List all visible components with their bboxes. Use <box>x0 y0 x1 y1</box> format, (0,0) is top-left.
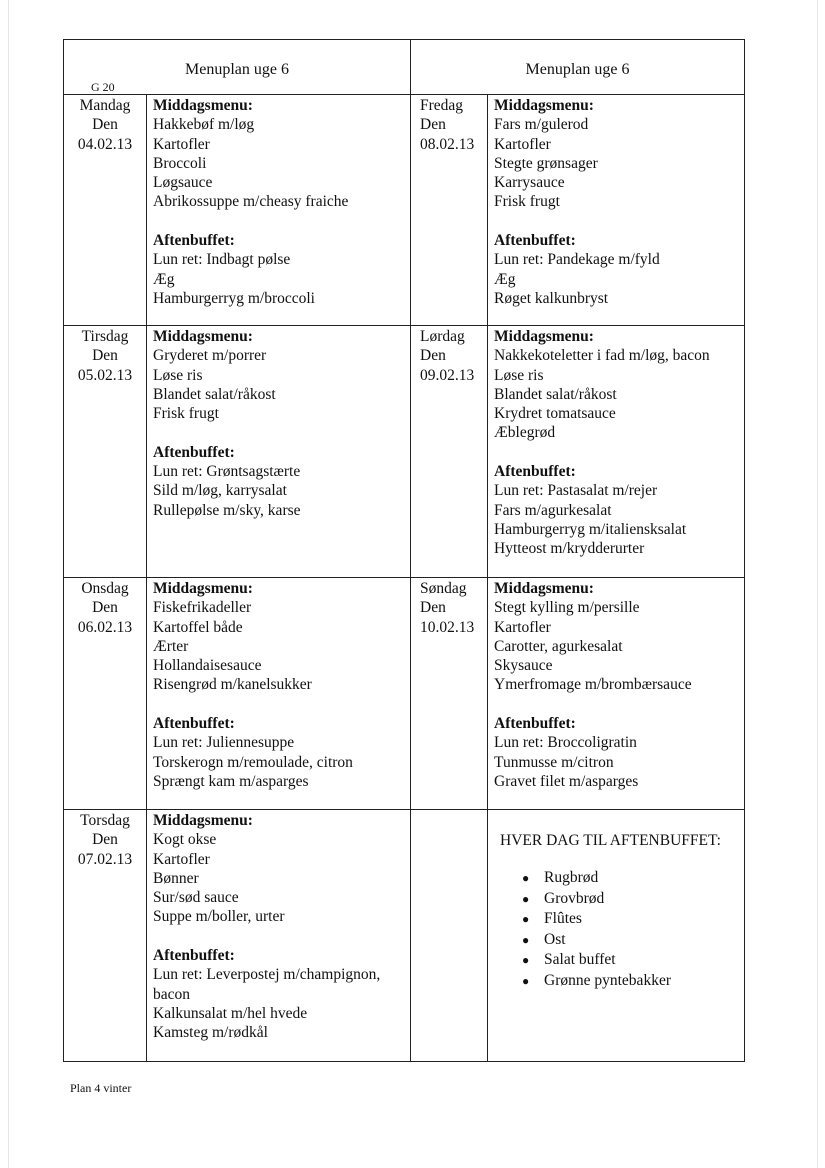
list-item <box>522 971 741 992</box>
empty-day-cell <box>411 810 488 1062</box>
dish-item: Hollandaisesauce <box>153 657 262 675</box>
day-cell-sunday <box>411 578 488 810</box>
dish-item: Ærter <box>153 637 189 655</box>
bullet-icon: ● <box>522 953 530 968</box>
dish-item: Lun ret: Pastasalat m/rejer <box>494 482 658 500</box>
den-label: Den <box>92 831 118 849</box>
dish-item: Løgsauce <box>153 174 213 192</box>
spacer <box>494 695 741 714</box>
bullet-icon: ● <box>522 891 530 906</box>
dish-item: Fars m/agurkesalat <box>494 501 612 519</box>
dish-item: Frisk frugt <box>153 405 219 423</box>
den-label: Den <box>92 599 118 617</box>
menu-row <box>64 578 745 810</box>
dish-item: Rullepølse m/sky, karse <box>153 501 301 519</box>
dish-item: Kartofler <box>153 135 210 153</box>
dish-item: Kartofler <box>494 135 551 153</box>
dish-item: bacon <box>153 985 191 1003</box>
dish-item: Kalkunsalat m/hel hvede <box>153 1004 308 1022</box>
list-item-label: Rugbrød <box>544 869 599 887</box>
day-cell-thursday <box>64 810 147 1062</box>
dish-item: Æg <box>494 270 516 288</box>
day-cell-wednesday <box>64 578 147 810</box>
dish-item: Kartofler <box>494 618 551 636</box>
dish-item: Fiskefrikadeller <box>153 599 252 617</box>
den-label: Den <box>420 116 446 134</box>
dish-item: Hamburgerryg m/italiensksalat <box>494 520 687 538</box>
header-right <box>411 40 745 95</box>
every-day-title: HVER DAG TIL AFTENBUFFET: <box>500 832 721 849</box>
dish-item: Røget kalkunbryst <box>494 289 609 307</box>
menu-row <box>64 95 745 326</box>
weekday-label: Fredag <box>420 97 464 114</box>
list-item <box>522 889 741 910</box>
dish-item: Lun ret: Grøntsagstærte <box>153 463 301 481</box>
every-day-list <box>494 868 741 991</box>
spacer <box>153 423 407 442</box>
footer-note: Plan 4 vinter <box>70 1081 132 1095</box>
page-edge-right <box>817 0 818 1168</box>
dish-item: Sild m/løg, karrysalat <box>153 482 287 500</box>
dish-item: Nakkekoteletter i fad m/løg, bacon <box>494 347 710 365</box>
middagsmenu-heading: Middagsmenu: <box>153 328 253 345</box>
menu-row <box>64 326 745 578</box>
dish-item: Abrikossuppe m/cheasy fraiche <box>153 193 349 211</box>
meals-cell-friday <box>488 95 745 326</box>
dish-item: Kamsteg m/rødkål <box>153 1024 268 1042</box>
bullet-icon: ● <box>522 973 530 988</box>
aftenbuffet-heading: Aftenbuffet: <box>153 947 235 965</box>
dish-item: Suppe m/boller, urter <box>153 908 285 926</box>
dish-item: Hamburgerryg m/broccoli <box>153 289 315 307</box>
list-item-label: Ost <box>544 930 566 948</box>
dish-item: Lun ret: Broccoligratin <box>494 734 637 752</box>
menu-title-right: Menuplan uge 6 <box>525 61 630 78</box>
dish-item: Risengrød m/kanelsukker <box>153 676 312 694</box>
bullet-icon: ● <box>522 932 530 947</box>
dish-item: Æg <box>153 270 175 288</box>
dish-item: Gryderet m/porrer <box>153 347 267 365</box>
list-item <box>522 950 741 971</box>
dish-item: Kartofler <box>153 850 210 868</box>
meals-cell-monday <box>147 95 411 326</box>
dish-item: Gravet filet m/asparges <box>494 772 639 790</box>
dish-item: Stegt kylling m/persille <box>494 599 640 617</box>
menu-title-left: Menuplan uge 6 <box>185 61 289 78</box>
middagsmenu-heading: Middagsmenu: <box>494 328 594 345</box>
aftenbuffet-heading: Aftenbuffet: <box>153 232 235 250</box>
day-cell-saturday <box>411 326 488 578</box>
dish-item: Stegte grønsager <box>494 154 598 172</box>
dish-item: Blandet salat/råkost <box>494 385 617 403</box>
list-item-label: Grovbrød <box>544 889 605 907</box>
den-label: Den <box>92 347 118 365</box>
meals-cell-sunday <box>488 578 745 810</box>
list-item-label: Flûtes <box>544 910 582 928</box>
dish-item: Ymerfromage m/brombærsauce <box>494 676 692 694</box>
list-item <box>522 868 741 889</box>
menu-row <box>64 810 745 1062</box>
dish-item: Æblegrød <box>494 424 556 442</box>
aftenbuffet-heading: Aftenbuffet: <box>494 715 576 733</box>
dish-item: Sur/sød sauce <box>153 889 239 907</box>
dish-item: Sprængt kam m/asparges <box>153 772 309 790</box>
dish-item: Skysauce <box>494 657 553 675</box>
dish-item: Hakkebøf m/løg <box>153 116 255 134</box>
header-left <box>64 40 411 95</box>
dish-item: Lun ret: Indbagt pølse <box>153 251 291 269</box>
dish-item: Hytteost m/krydderurter <box>494 540 645 558</box>
weekday-label: Onsdag <box>81 580 129 597</box>
date-label: 06.02.13 <box>77 618 133 636</box>
aftenbuffet-heading: Aftenbuffet: <box>153 715 235 733</box>
aftenbuffet-heading: Aftenbuffet: <box>494 232 576 250</box>
dish-item: Carotter, agurkesalat <box>494 637 623 655</box>
date-label: 08.02.13 <box>420 135 475 153</box>
den-label: Den <box>92 116 118 134</box>
middagsmenu-heading: Middagsmenu: <box>494 580 594 597</box>
list-item <box>522 909 741 930</box>
meals-cell-saturday <box>488 326 745 578</box>
middagsmenu-heading: Middagsmenu: <box>153 580 253 597</box>
dish-item: Lun ret: Pandekage m/fyld <box>494 251 660 269</box>
spacer <box>494 443 741 462</box>
middagsmenu-heading: Middagsmenu: <box>153 97 253 114</box>
dish-item: Løse ris <box>494 366 544 384</box>
list-item <box>522 930 741 951</box>
date-label: 09.02.13 <box>420 366 475 384</box>
dish-item: Lun ret: Juliennesuppe <box>153 734 295 752</box>
day-cell-friday <box>411 95 488 326</box>
spacer <box>153 695 407 714</box>
weekday-label: Søndag <box>420 580 467 597</box>
date-label: 07.02.13 <box>77 850 133 868</box>
menu-table <box>63 39 745 1062</box>
dish-item: Krydret tomatsauce <box>494 405 616 423</box>
document-code: G 20 <box>91 80 115 94</box>
list-item-label: Salat buffet <box>544 951 616 969</box>
dish-item: Broccoli <box>153 154 207 172</box>
dish-item: Kartoffel både <box>153 618 243 636</box>
weekday-label: Mandag <box>79 97 131 114</box>
dish-item: Karrysauce <box>494 174 565 192</box>
middagsmenu-heading: Middagsmenu: <box>153 812 253 829</box>
middagsmenu-heading: Middagsmenu: <box>494 97 594 114</box>
date-label: 05.02.13 <box>77 366 133 384</box>
den-label: Den <box>420 347 446 365</box>
bullet-icon: ● <box>522 912 530 927</box>
spacer <box>153 927 407 946</box>
dish-item: Kogt okse <box>153 831 217 849</box>
date-label: 04.02.13 <box>77 135 133 153</box>
list-item-label: Grønne pyntebakker <box>544 971 671 989</box>
dish-item: Lun ret: Leverpostej m/champignon, <box>153 966 381 984</box>
dish-item: Løse ris <box>153 366 203 384</box>
day-cell-monday <box>64 95 147 326</box>
meals-cell-wednesday <box>147 578 411 810</box>
weekday-label: Tirsdag <box>81 328 129 345</box>
weekday-label: Torsdag <box>80 812 130 829</box>
dish-item: Bønner <box>153 869 199 887</box>
header-row <box>64 40 745 95</box>
dish-item: Tunmusse m/citron <box>494 753 614 771</box>
every-day-cell <box>488 810 745 1062</box>
dish-item: Torskerogn m/remoulade, citron <box>153 753 353 771</box>
page-edge-left <box>8 0 9 1168</box>
weekday-label: Lørdag <box>420 328 465 345</box>
date-label: 10.02.13 <box>420 618 475 636</box>
meals-cell-thursday <box>147 810 411 1062</box>
aftenbuffet-heading: Aftenbuffet: <box>494 463 576 481</box>
dish-item: Blandet salat/råkost <box>153 385 276 403</box>
dish-item: Fars m/gulerod <box>494 116 589 134</box>
spacer <box>494 212 741 231</box>
meals-cell-tuesday <box>147 326 411 578</box>
aftenbuffet-heading: Aftenbuffet: <box>153 443 235 461</box>
bullet-icon: ● <box>522 871 530 886</box>
den-label: Den <box>420 599 446 617</box>
day-cell-tuesday <box>64 326 147 578</box>
dish-item: Frisk frugt <box>494 193 560 211</box>
spacer <box>153 212 407 231</box>
